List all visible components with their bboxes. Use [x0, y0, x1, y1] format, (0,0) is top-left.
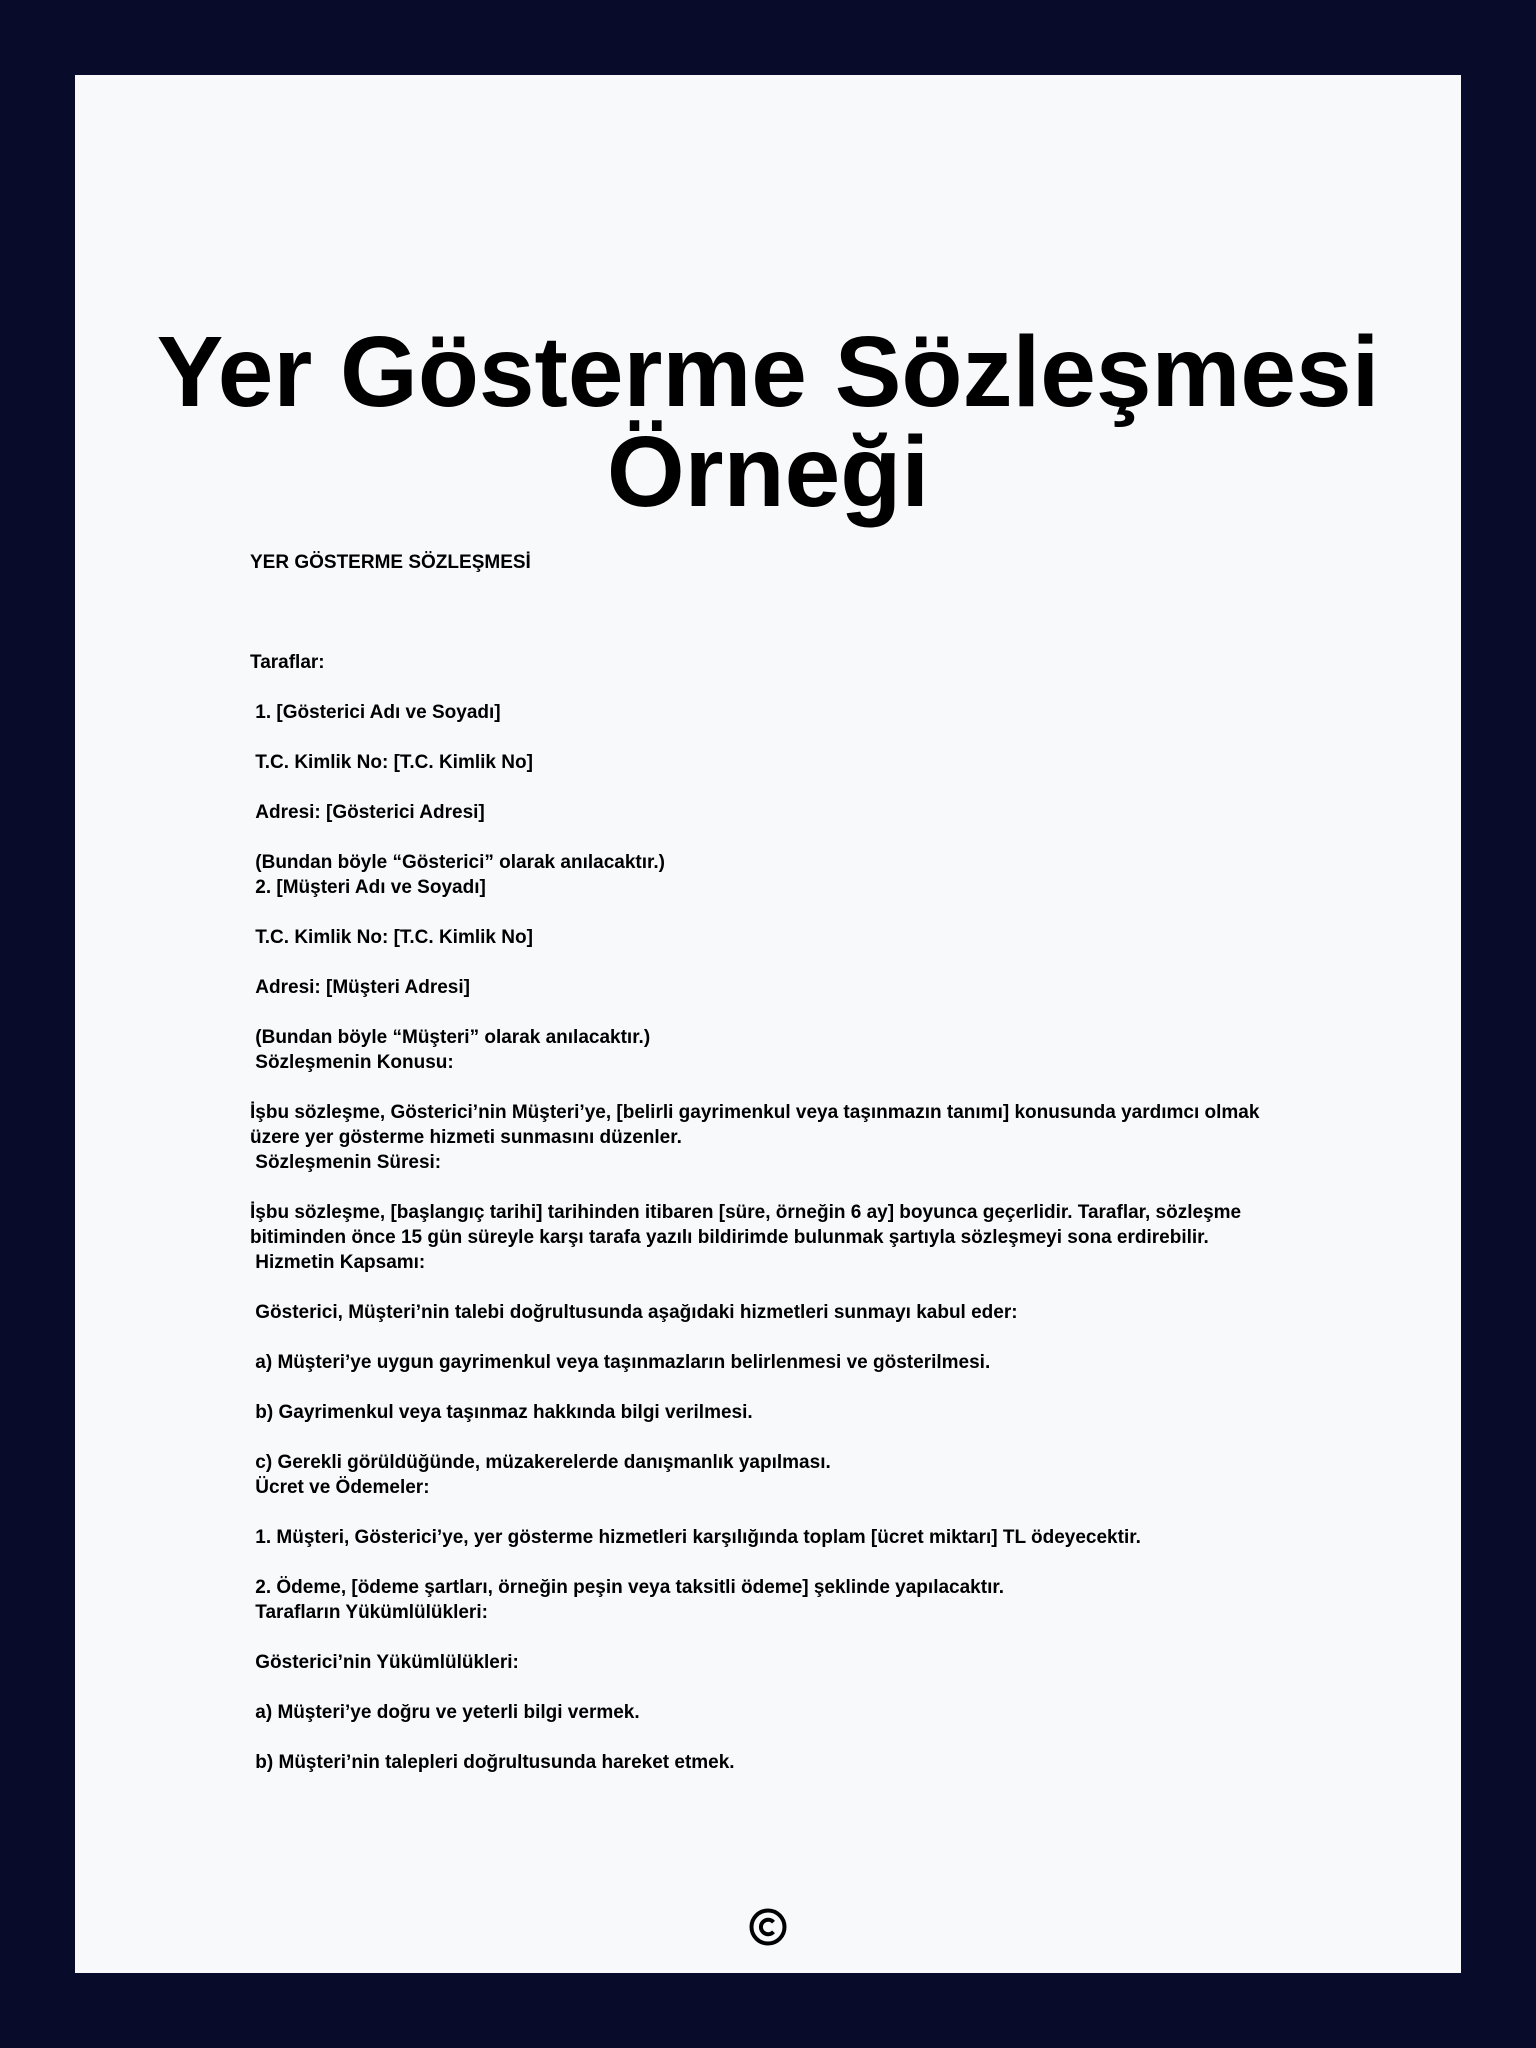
party2-address: Adresi: [Müşteri Adresi] [250, 977, 470, 998]
spacer [250, 1500, 1290, 1525]
scope-intro: Gösterici, Müşteri’nin talebi doğrultusunda aşağıdaki hizmetleri sunmayı kabul eder: [250, 1302, 1018, 1323]
spacer [250, 675, 1290, 700]
obligations-label: Tarafların Yükümlülükleri: [250, 1602, 488, 1623]
spacer [250, 1325, 1290, 1350]
document-page [75, 75, 1461, 1973]
spacer [250, 575, 1290, 625]
scope-item-b: b) Gayrimenkul veya taşınmaz hakkında bilgi verilmesi. [250, 1402, 753, 1423]
spacer [250, 775, 1290, 800]
spacer [250, 1375, 1290, 1400]
party2-name: 2. [Müşteri Adı ve Soyadı] [250, 877, 486, 898]
obligations-item-a: a) Müşteri’ye doğru ve yeterli bilgi vermek. [250, 1702, 640, 1723]
subject-text: İşbu sözleşme, Gösterici’nin Müşteri’ye, [belirli gayrimenkul veya taşınmazın tanımı] konusunda yardımcı olmak üzere yer gösterme hizmeti sunmasını düzenler. [250, 1102, 1265, 1148]
title-line-2: Örneği [606, 416, 930, 528]
spacer [250, 900, 1290, 925]
contract-heading: YER GÖSTERME SÖZLEŞMESİ [250, 552, 531, 573]
party2-alias: (Bundan böyle “Müşteri” olarak anılacaktır.) [250, 1027, 651, 1048]
copyright-icon [748, 1907, 788, 1947]
spacer [250, 950, 1290, 975]
page-title [75, 316, 1461, 528]
subject-label: Sözleşmenin Konusu: [250, 1052, 454, 1073]
spacer [250, 1550, 1290, 1575]
duration-text: İşbu sözleşme, [başlangıç tarihi] tarihinden itibaren [süre, örneğin 6 ay] boyunca geçerlidir. Taraflar, sözleşme bitiminden önce 15 gün süreyle karşı tarafa yazılı bildirimde bulunmak şartıyla sözleşmeyi sona erdirebilir. [250, 1202, 1247, 1248]
spacer [250, 625, 1290, 650]
party1-name: 1. [Gösterici Adı ve Soyadı] [250, 702, 501, 723]
spacer [250, 1425, 1290, 1450]
duration-label: Sözleşmenin Süresi: [250, 1152, 442, 1173]
party1-id: T.C. Kimlik No: [T.C. Kimlik No] [250, 752, 533, 773]
spacer [250, 1000, 1290, 1025]
spacer [250, 1275, 1290, 1300]
obligations-item-b: b) Müşteri’nin talepleri doğrultusunda hareket etmek. [250, 1752, 735, 1773]
scope-label: Hizmetin Kapsamı: [250, 1252, 426, 1273]
party1-alias: (Bundan böyle “Gösterici” olarak anılacaktır.) [250, 852, 665, 873]
fees-item-2: 2. Ödeme, [ödeme şartları, örneğin peşin veya taksitli ödeme] şeklinde yapılacaktır. [250, 1577, 1004, 1598]
spacer [250, 1725, 1290, 1750]
spacer [250, 825, 1290, 850]
fees-item-1: 1. Müşteri, Gösterici’ye, yer gösterme hizmetleri karşılığında toplam [ücret miktarı] TL ödeyecektir. [250, 1527, 1141, 1548]
obligations-sub-label: Gösterici’nin Yükümlülükleri: [250, 1652, 519, 1673]
party1-address: Adresi: [Gösterici Adresi] [250, 802, 485, 823]
spacer [250, 1175, 1290, 1200]
spacer [250, 1625, 1290, 1650]
fees-label: Ücret ve Ödemeler: [250, 1477, 430, 1498]
spacer [250, 1675, 1290, 1700]
parties-label: Taraflar: [250, 652, 325, 673]
party2-id: T.C. Kimlik No: [T.C. Kimlik No] [250, 927, 533, 948]
document-body [250, 550, 1290, 1775]
spacer [250, 1075, 1290, 1100]
spacer [250, 725, 1290, 750]
title-line-1: Yer Gösterme Sözleşmesi [156, 316, 1380, 428]
scope-item-c: c) Gerekli görüldüğünde, müzakerelerde danışmanlık yapılması. [250, 1452, 831, 1473]
scope-item-a: a) Müşteri’ye uygun gayrimenkul veya taşınmazların belirlenmesi ve gösterilmesi. [250, 1352, 991, 1373]
